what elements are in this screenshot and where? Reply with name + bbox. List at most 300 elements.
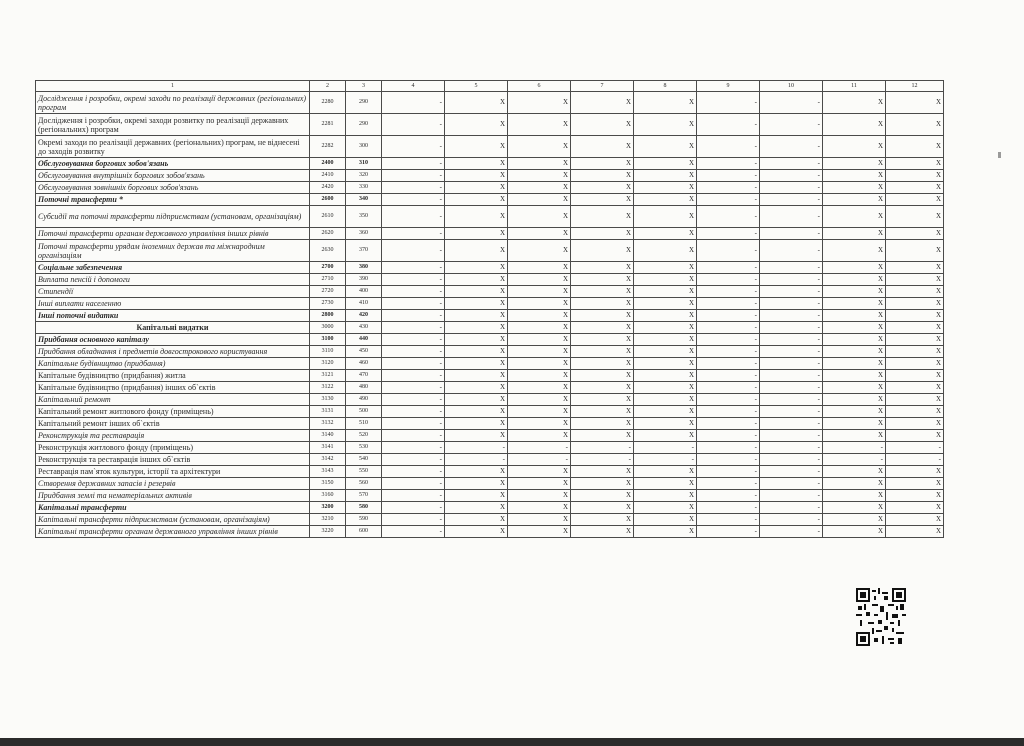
value-cell: - xyxy=(382,466,445,478)
value-cell: X xyxy=(823,334,886,346)
kekv-code: 2410 xyxy=(310,170,346,182)
value-cell: X xyxy=(634,228,697,240)
value-cell: - xyxy=(382,478,445,490)
value-cell: X xyxy=(886,478,944,490)
value-cell: X xyxy=(886,228,944,240)
value-cell: X xyxy=(634,478,697,490)
value-cell: X xyxy=(634,526,697,538)
value-cell: X xyxy=(445,182,508,194)
line-code: 520 xyxy=(346,430,382,442)
value-cell: X xyxy=(823,406,886,418)
value-cell: X xyxy=(634,430,697,442)
value-cell: X xyxy=(508,298,571,310)
value-cell: X xyxy=(571,406,634,418)
table-body xyxy=(36,92,944,538)
table-row xyxy=(36,298,944,310)
table-row xyxy=(36,358,944,370)
value-cell: - xyxy=(508,454,571,466)
value-cell: - xyxy=(697,418,760,430)
value-cell: X xyxy=(571,346,634,358)
row-label: Окремі заходи по реалізації державних (регіональних) програм, не віднесені до заходів розвитку xyxy=(36,136,310,158)
value-cell: X xyxy=(571,526,634,538)
value-cell: - xyxy=(697,502,760,514)
line-code: 480 xyxy=(346,382,382,394)
value-cell: - xyxy=(382,418,445,430)
kekv-code: 2400 xyxy=(310,158,346,170)
value-cell: - xyxy=(697,442,760,454)
kekv-code: 3120 xyxy=(310,358,346,370)
value-cell: X xyxy=(445,136,508,158)
table-row xyxy=(36,182,944,194)
table-row xyxy=(36,514,944,526)
line-code: 360 xyxy=(346,228,382,240)
value-cell: X xyxy=(823,382,886,394)
value-cell: - xyxy=(823,454,886,466)
value-cell: X xyxy=(634,92,697,114)
value-cell: X xyxy=(634,194,697,206)
value-cell: X xyxy=(823,286,886,298)
line-code: 310 xyxy=(346,158,382,170)
value-cell: - xyxy=(382,298,445,310)
row-label: Поточні трансферти урядам іноземних держав та міжнародним організаціям xyxy=(36,240,310,262)
value-cell: - xyxy=(697,310,760,322)
row-label: Капітальне будівництво (придбання) xyxy=(36,358,310,370)
value-cell: X xyxy=(823,514,886,526)
value-cell: X xyxy=(634,382,697,394)
value-cell: X xyxy=(571,228,634,240)
kekv-code: 2630 xyxy=(310,240,346,262)
kekv-code: 3141 xyxy=(310,442,346,454)
table-row xyxy=(36,158,944,170)
qr-code-icon xyxy=(856,588,906,646)
value-cell: - xyxy=(382,526,445,538)
value-cell: - xyxy=(382,182,445,194)
row-label: Капітальне будівництво (придбання) житла xyxy=(36,370,310,382)
value-cell: - xyxy=(382,370,445,382)
row-label: Обслуговування внутрішніх боргових зобов'язань xyxy=(36,170,310,182)
line-code: 570 xyxy=(346,490,382,502)
table-row xyxy=(36,406,944,418)
column-header: 6 xyxy=(508,81,571,92)
value-cell: X xyxy=(571,310,634,322)
value-cell: X xyxy=(634,418,697,430)
value-cell: X xyxy=(886,370,944,382)
kekv-code: 3000 xyxy=(310,322,346,334)
value-cell: X xyxy=(886,92,944,114)
value-cell: X xyxy=(823,358,886,370)
value-cell: X xyxy=(886,286,944,298)
value-cell: - xyxy=(382,502,445,514)
value-cell: X xyxy=(823,206,886,228)
value-cell: - xyxy=(697,182,760,194)
column-header: 7 xyxy=(571,81,634,92)
value-cell: - xyxy=(760,262,823,274)
value-cell: X xyxy=(634,394,697,406)
table-row xyxy=(36,454,944,466)
row-label: Придбання обладнання і предметів довгострокового користування xyxy=(36,346,310,358)
table-row xyxy=(36,92,944,114)
table-row xyxy=(36,526,944,538)
value-cell: - xyxy=(382,322,445,334)
value-cell: X xyxy=(508,240,571,262)
value-cell: X xyxy=(823,394,886,406)
table-row xyxy=(36,478,944,490)
value-cell: - xyxy=(382,114,445,136)
value-cell: X xyxy=(634,514,697,526)
value-cell: - xyxy=(697,466,760,478)
kekv-code: 3110 xyxy=(310,346,346,358)
value-cell: - xyxy=(697,170,760,182)
value-cell: X xyxy=(508,286,571,298)
row-label: Поточні трансферти органам державного управління інших рівнів xyxy=(36,228,310,240)
value-cell: X xyxy=(886,262,944,274)
kekv-code: 3143 xyxy=(310,466,346,478)
kekv-code: 3210 xyxy=(310,514,346,526)
value-cell: - xyxy=(760,514,823,526)
value-cell: - xyxy=(760,490,823,502)
value-cell: - xyxy=(760,478,823,490)
value-cell: - xyxy=(886,442,944,454)
value-cell: X xyxy=(445,92,508,114)
value-cell: - xyxy=(760,158,823,170)
value-cell: X xyxy=(571,114,634,136)
value-cell: - xyxy=(697,358,760,370)
value-cell: - xyxy=(760,322,823,334)
value-cell: - xyxy=(760,406,823,418)
value-cell: X xyxy=(886,274,944,286)
value-cell: X xyxy=(445,322,508,334)
value-cell: X xyxy=(634,322,697,334)
value-cell: X xyxy=(886,382,944,394)
value-cell: X xyxy=(508,346,571,358)
value-cell: X xyxy=(886,490,944,502)
value-cell: - xyxy=(760,136,823,158)
value-cell: X xyxy=(634,158,697,170)
value-cell: - xyxy=(760,274,823,286)
value-cell: - xyxy=(697,194,760,206)
value-cell: - xyxy=(508,442,571,454)
column-header: 10 xyxy=(760,81,823,92)
value-cell: X xyxy=(571,170,634,182)
value-cell: X xyxy=(445,370,508,382)
table-row xyxy=(36,170,944,182)
budget-table xyxy=(35,80,944,538)
value-cell: - xyxy=(760,502,823,514)
scan-speck xyxy=(998,152,1001,158)
value-cell: X xyxy=(634,114,697,136)
value-cell: X xyxy=(508,394,571,406)
row-label: Виплата пенсій і допомоги xyxy=(36,274,310,286)
value-cell: - xyxy=(760,394,823,406)
table-row xyxy=(36,206,944,228)
value-cell: X xyxy=(571,262,634,274)
value-cell: - xyxy=(382,228,445,240)
line-code: 440 xyxy=(346,334,382,346)
value-cell: X xyxy=(634,182,697,194)
table-row xyxy=(36,136,944,158)
value-cell: X xyxy=(823,114,886,136)
value-cell: X xyxy=(634,490,697,502)
value-cell: X xyxy=(445,478,508,490)
table-row xyxy=(36,502,944,514)
value-cell: X xyxy=(445,262,508,274)
value-cell: X xyxy=(634,136,697,158)
value-cell: X xyxy=(886,334,944,346)
value-cell: X xyxy=(508,274,571,286)
value-cell: - xyxy=(760,526,823,538)
row-label: Капітальне будівництво (придбання) інших об`єктів xyxy=(36,382,310,394)
value-cell: - xyxy=(445,454,508,466)
row-label: Соціальне забезпечення xyxy=(36,262,310,274)
value-cell: - xyxy=(697,454,760,466)
column-header: 5 xyxy=(445,81,508,92)
value-cell: X xyxy=(823,170,886,182)
table-row xyxy=(36,240,944,262)
value-cell: - xyxy=(697,298,760,310)
value-cell: X xyxy=(823,158,886,170)
row-label: Інші виплати населенню xyxy=(36,298,310,310)
value-cell: X xyxy=(571,136,634,158)
value-cell: X xyxy=(634,406,697,418)
value-cell: X xyxy=(571,334,634,346)
value-cell: X xyxy=(508,310,571,322)
value-cell: X xyxy=(571,240,634,262)
value-cell: - xyxy=(760,206,823,228)
value-cell: X xyxy=(886,310,944,322)
column-header: 1 xyxy=(36,81,310,92)
value-cell: X xyxy=(886,526,944,538)
value-cell: - xyxy=(760,334,823,346)
line-code: 390 xyxy=(346,274,382,286)
row-label: Реконструкція житлового фонду (приміщень) xyxy=(36,442,310,454)
table-row xyxy=(36,490,944,502)
value-cell: X xyxy=(823,136,886,158)
value-cell: X xyxy=(445,240,508,262)
value-cell: - xyxy=(697,322,760,334)
value-cell: - xyxy=(697,206,760,228)
value-cell: X xyxy=(508,466,571,478)
value-cell: X xyxy=(634,346,697,358)
row-label: Дослідження і розробки, окремі заходи розвитку по реалізації державних (регіональних) програм xyxy=(36,114,310,136)
value-cell: X xyxy=(634,170,697,182)
row-label: Капітальні трансферти підприємствам (установам, організаціям) xyxy=(36,514,310,526)
value-cell: X xyxy=(823,466,886,478)
value-cell: - xyxy=(382,240,445,262)
value-cell: X xyxy=(571,158,634,170)
row-label: Реконструкція та реставрація інших об`єктів xyxy=(36,454,310,466)
value-cell: - xyxy=(760,298,823,310)
row-label: Дослідження і розробки, окремі заходи по реалізації державних (регіональних) програм xyxy=(36,92,310,114)
value-cell: X xyxy=(634,502,697,514)
value-cell: X xyxy=(886,406,944,418)
value-cell: X xyxy=(571,490,634,502)
value-cell: X xyxy=(445,526,508,538)
value-cell: X xyxy=(445,382,508,394)
value-cell: X xyxy=(571,478,634,490)
table-row xyxy=(36,394,944,406)
table-row xyxy=(36,334,944,346)
value-cell: X xyxy=(886,322,944,334)
line-code: 530 xyxy=(346,442,382,454)
value-cell: X xyxy=(445,274,508,286)
value-cell: X xyxy=(823,490,886,502)
value-cell: - xyxy=(445,442,508,454)
line-code: 450 xyxy=(346,346,382,358)
value-cell: X xyxy=(886,514,944,526)
value-cell: X xyxy=(445,158,508,170)
value-cell: X xyxy=(634,334,697,346)
value-cell: X xyxy=(571,286,634,298)
value-cell: - xyxy=(760,286,823,298)
value-cell: X xyxy=(823,322,886,334)
value-cell: X xyxy=(886,182,944,194)
line-code: 380 xyxy=(346,262,382,274)
table-row xyxy=(36,418,944,430)
value-cell: X xyxy=(445,466,508,478)
value-cell: X xyxy=(823,526,886,538)
value-cell: X xyxy=(823,346,886,358)
value-cell: X xyxy=(571,502,634,514)
value-cell: X xyxy=(886,394,944,406)
value-cell: X xyxy=(508,514,571,526)
table-row xyxy=(36,322,944,334)
kekv-code: 3130 xyxy=(310,394,346,406)
value-cell: X xyxy=(823,92,886,114)
value-cell: X xyxy=(823,194,886,206)
value-cell: X xyxy=(571,358,634,370)
value-cell: X xyxy=(886,136,944,158)
value-cell: - xyxy=(697,430,760,442)
line-code: 510 xyxy=(346,418,382,430)
kekv-code: 3142 xyxy=(310,454,346,466)
kekv-code: 3140 xyxy=(310,430,346,442)
kekv-code: 2730 xyxy=(310,298,346,310)
value-cell: X xyxy=(634,358,697,370)
value-cell: X xyxy=(886,206,944,228)
kekv-code: 3220 xyxy=(310,526,346,538)
value-cell: X xyxy=(823,418,886,430)
row-label: Обслуговування зовнішніх боргових зобов'язань xyxy=(36,182,310,194)
value-cell: X xyxy=(634,298,697,310)
line-code: 590 xyxy=(346,514,382,526)
value-cell: X xyxy=(508,370,571,382)
value-cell: - xyxy=(382,358,445,370)
value-cell: X xyxy=(445,418,508,430)
kekv-code: 3131 xyxy=(310,406,346,418)
value-cell: - xyxy=(382,382,445,394)
value-cell: - xyxy=(382,514,445,526)
table-row xyxy=(36,228,944,240)
value-cell: X xyxy=(508,262,571,274)
value-cell: X xyxy=(823,430,886,442)
value-cell: - xyxy=(760,442,823,454)
value-cell: - xyxy=(382,334,445,346)
value-cell: X xyxy=(508,502,571,514)
value-cell: - xyxy=(760,418,823,430)
value-cell: - xyxy=(760,182,823,194)
value-cell: - xyxy=(382,206,445,228)
kekv-code: 2720 xyxy=(310,286,346,298)
row-label: Інші поточні видатки xyxy=(36,310,310,322)
value-cell: X xyxy=(508,114,571,136)
value-cell: - xyxy=(760,430,823,442)
value-cell: X xyxy=(571,182,634,194)
value-cell: - xyxy=(697,136,760,158)
value-cell: X xyxy=(823,370,886,382)
value-cell: X xyxy=(508,406,571,418)
value-cell: - xyxy=(697,490,760,502)
line-code: 330 xyxy=(346,182,382,194)
value-cell: X xyxy=(508,206,571,228)
value-cell: - xyxy=(382,406,445,418)
value-cell: - xyxy=(886,454,944,466)
value-cell: X xyxy=(886,240,944,262)
value-cell: X xyxy=(445,394,508,406)
column-header: 4 xyxy=(382,81,445,92)
kekv-code: 2620 xyxy=(310,228,346,240)
value-cell: - xyxy=(697,92,760,114)
row-label: Субсидії та поточні трансферти підприємствам (установам, організаціям) xyxy=(36,206,310,228)
line-code: 460 xyxy=(346,358,382,370)
value-cell: - xyxy=(697,394,760,406)
column-header: 12 xyxy=(886,81,944,92)
value-cell: X xyxy=(886,430,944,442)
value-cell: X xyxy=(508,228,571,240)
value-cell: - xyxy=(760,454,823,466)
table-row xyxy=(36,370,944,382)
value-cell: X xyxy=(823,310,886,322)
value-cell: - xyxy=(697,334,760,346)
value-cell: X xyxy=(508,170,571,182)
value-cell: X xyxy=(571,92,634,114)
column-number-row xyxy=(36,81,944,92)
line-code: 430 xyxy=(346,322,382,334)
column-header: 9 xyxy=(697,81,760,92)
value-cell: X xyxy=(508,158,571,170)
value-cell: - xyxy=(760,114,823,136)
value-cell: X xyxy=(571,418,634,430)
value-cell: X xyxy=(445,358,508,370)
table-row xyxy=(36,274,944,286)
kekv-code: 3132 xyxy=(310,418,346,430)
value-cell: X xyxy=(508,490,571,502)
value-cell: - xyxy=(697,346,760,358)
value-cell: X xyxy=(445,502,508,514)
value-cell: X xyxy=(886,466,944,478)
kekv-code: 2610 xyxy=(310,206,346,228)
row-label: Капітальні видатки xyxy=(36,322,310,334)
value-cell: - xyxy=(571,454,634,466)
value-cell: - xyxy=(697,406,760,418)
kekv-code: 2280 xyxy=(310,92,346,114)
value-cell: - xyxy=(823,442,886,454)
value-cell: X xyxy=(571,514,634,526)
line-code: 550 xyxy=(346,466,382,478)
value-cell: X xyxy=(508,478,571,490)
value-cell: X xyxy=(445,430,508,442)
kekv-code: 2800 xyxy=(310,310,346,322)
value-cell: X xyxy=(445,114,508,136)
value-cell: X xyxy=(445,170,508,182)
value-cell: - xyxy=(382,394,445,406)
kekv-code: 3122 xyxy=(310,382,346,394)
value-cell: - xyxy=(571,442,634,454)
value-cell: - xyxy=(634,442,697,454)
value-cell: - xyxy=(697,274,760,286)
line-code: 500 xyxy=(346,406,382,418)
line-code: 350 xyxy=(346,206,382,228)
value-cell: X xyxy=(634,466,697,478)
